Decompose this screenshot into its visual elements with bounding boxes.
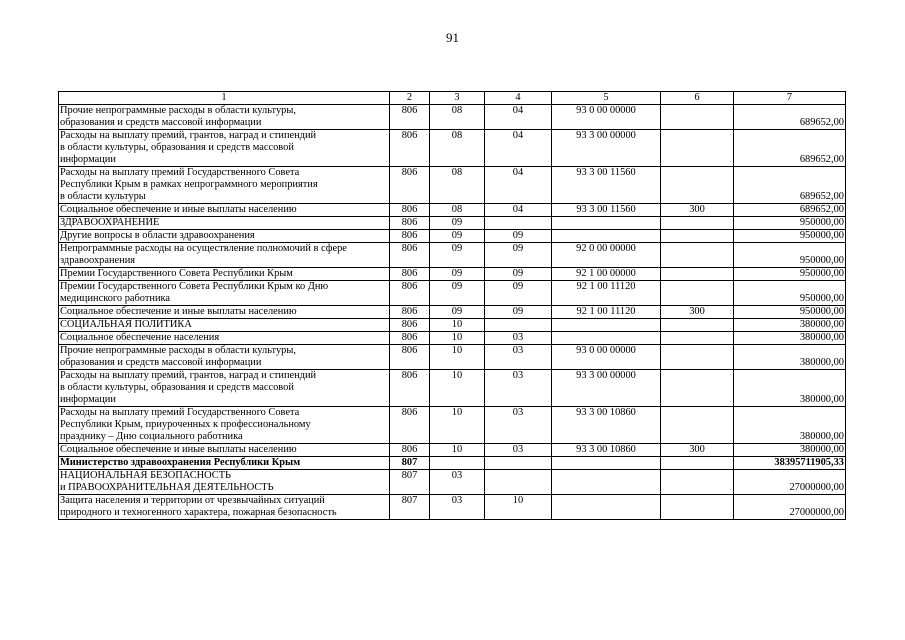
cell-chapter: 806	[390, 319, 430, 332]
cell-subsection: 09	[485, 306, 552, 319]
cell-name	[59, 457, 390, 470]
cell-target-article	[552, 495, 661, 520]
cell-target-article: 93 3 00 00000	[552, 370, 661, 407]
cell-name	[59, 444, 390, 457]
header-cell-6: 6	[661, 92, 734, 105]
cell-target-article	[552, 230, 661, 243]
cell-name-line: в области культуры	[60, 191, 146, 202]
cell-subsection: 03	[485, 407, 552, 444]
cell-name-line: природного и техногенного характера, пожарная безопасность	[60, 507, 337, 518]
cell-amount: 380000,00	[734, 407, 846, 444]
table-row	[59, 281, 846, 306]
header-cell-7: 7	[734, 92, 846, 105]
cell-target-article: 93 3 00 10860	[552, 444, 661, 457]
cell-name	[59, 268, 390, 281]
cell-chapter: 806	[390, 444, 430, 457]
cell-name-line: ЗДРАВООХРАНЕНИЕ	[60, 217, 160, 228]
cell-name-line: Социальное обеспечение и иные выплаты населению	[60, 444, 297, 455]
cell-name-line: Прочие непрограммные расходы в области культуры,	[60, 105, 296, 116]
cell-name-line: Другие вопросы в области здравоохранения	[60, 230, 255, 241]
cell-subsection	[485, 319, 552, 332]
cell-chapter: 806	[390, 306, 430, 319]
cell-name-line: Премии Государственного Совета Республики Крым ко Дню	[60, 281, 329, 292]
cell-expense-type	[661, 407, 734, 444]
table-row	[59, 243, 846, 268]
cell-name-line: образования и средств массовой информации	[60, 117, 262, 128]
cell-name	[59, 105, 390, 130]
cell-name	[59, 370, 390, 407]
table-row	[59, 230, 846, 243]
cell-name-line: в области культуры, образования и средств массовой	[60, 142, 294, 153]
cell-target-article: 93 0 00 00000	[552, 345, 661, 370]
cell-expense-type: 300	[661, 444, 734, 457]
table-row	[59, 457, 846, 470]
page-number: 91	[446, 30, 459, 45]
cell-subsection: 09	[485, 281, 552, 306]
cell-chapter: 807	[390, 457, 430, 470]
cell-section: 03	[430, 495, 485, 520]
cell-name	[59, 217, 390, 230]
cell-name-line: информации	[60, 154, 116, 165]
cell-name	[59, 345, 390, 370]
cell-expense-type	[661, 167, 734, 204]
header-cell-1: 1	[59, 92, 390, 105]
cell-name-line: и ПРАВООХРАНИТЕЛЬНАЯ ДЕЯТЕЛЬНОСТЬ	[60, 482, 274, 493]
cell-name-line: Республики Крым в рамках непрограммного мероприятия	[60, 179, 318, 190]
cell-expense-type	[661, 457, 734, 470]
cell-name	[59, 130, 390, 167]
cell-chapter: 807	[390, 495, 430, 520]
cell-section: 09	[430, 217, 485, 230]
cell-name-line: здравоохранения	[60, 255, 136, 266]
cell-expense-type: 300	[661, 204, 734, 217]
cell-expense-type	[661, 370, 734, 407]
cell-chapter: 806	[390, 130, 430, 167]
cell-chapter: 806	[390, 407, 430, 444]
cell-name-line: Расходы на выплату премий, грантов, наград и стипендий	[60, 370, 317, 381]
table-row	[59, 319, 846, 332]
cell-target-article: 93 3 00 11560	[552, 167, 661, 204]
cell-chapter: 806	[390, 105, 430, 130]
cell-name-line: Социальное обеспечение и иные выплаты населению	[60, 306, 297, 317]
cell-target-article: 92 1 00 11120	[552, 306, 661, 319]
cell-section: 10	[430, 332, 485, 345]
cell-chapter: 806	[390, 243, 430, 268]
cell-section: 09	[430, 243, 485, 268]
header-cell-2: 2	[390, 92, 430, 105]
cell-name	[59, 319, 390, 332]
cell-amount: 689652,00	[734, 130, 846, 167]
cell-name-line: медицинского работника	[60, 293, 171, 304]
cell-target-article	[552, 217, 661, 230]
cell-amount: 38395711905,33	[734, 457, 846, 470]
cell-subsection: 03	[485, 345, 552, 370]
table-header-row	[59, 92, 846, 105]
cell-amount: 380000,00	[734, 345, 846, 370]
cell-name-line: Социальное обеспечение населения	[60, 332, 220, 343]
cell-expense-type	[661, 495, 734, 520]
cell-amount: 950000,00	[734, 281, 846, 306]
cell-chapter: 806	[390, 230, 430, 243]
cell-amount: 27000000,00	[734, 470, 846, 495]
cell-subsection: 03	[485, 444, 552, 457]
cell-subsection	[485, 217, 552, 230]
cell-amount: 950000,00	[734, 243, 846, 268]
cell-name-line: Непрограммные расходы на осуществление полномочий в сфере	[60, 243, 347, 254]
table-row	[59, 268, 846, 281]
budget-table	[58, 91, 846, 520]
cell-section: 08	[430, 105, 485, 130]
cell-expense-type	[661, 345, 734, 370]
cell-section: 10	[430, 345, 485, 370]
cell-name-line: Республики Крым, приуроченных к профессиональному	[60, 419, 311, 430]
cell-amount: 380000,00	[734, 370, 846, 407]
table-row	[59, 130, 846, 167]
table-row	[59, 444, 846, 457]
cell-expense-type	[661, 230, 734, 243]
cell-name-line: Прочие непрограммные расходы в области культуры,	[60, 345, 296, 356]
table-row	[59, 495, 846, 520]
cell-chapter: 806	[390, 332, 430, 345]
cell-name	[59, 407, 390, 444]
cell-name	[59, 332, 390, 345]
table-row	[59, 407, 846, 444]
cell-name	[59, 306, 390, 319]
cell-subsection: 03	[485, 370, 552, 407]
cell-chapter: 806	[390, 281, 430, 306]
cell-section: 08	[430, 167, 485, 204]
cell-target-article: 93 3 00 00000	[552, 130, 661, 167]
cell-section	[430, 457, 485, 470]
cell-name-line: образования и средств массовой информации	[60, 357, 262, 368]
cell-name-line: в области культуры, образования и средств массовой	[60, 382, 294, 393]
cell-amount: 380000,00	[734, 332, 846, 345]
cell-name	[59, 167, 390, 204]
cell-section: 10	[430, 407, 485, 444]
cell-subsection	[485, 457, 552, 470]
cell-name	[59, 495, 390, 520]
cell-section: 08	[430, 204, 485, 217]
cell-expense-type	[661, 281, 734, 306]
cell-subsection: 04	[485, 130, 552, 167]
table-row	[59, 217, 846, 230]
table-row	[59, 370, 846, 407]
cell-name-line: Премии Государственного Совета Республики Крым	[60, 268, 293, 279]
cell-section: 08	[430, 130, 485, 167]
cell-amount: 27000000,00	[734, 495, 846, 520]
table-row	[59, 470, 846, 495]
cell-subsection: 04	[485, 167, 552, 204]
cell-target-article: 93 0 00 00000	[552, 105, 661, 130]
cell-chapter: 806	[390, 345, 430, 370]
cell-amount: 950000,00	[734, 217, 846, 230]
cell-amount: 950000,00	[734, 230, 846, 243]
cell-expense-type	[661, 268, 734, 281]
table-row	[59, 345, 846, 370]
cell-name-line: Расходы на выплату премий Государственного Совета	[60, 407, 300, 418]
table-row	[59, 204, 846, 217]
table-row	[59, 306, 846, 319]
cell-target-article	[552, 332, 661, 345]
cell-subsection	[485, 470, 552, 495]
table-row	[59, 332, 846, 345]
cell-section: 09	[430, 230, 485, 243]
cell-target-article	[552, 457, 661, 470]
cell-name-line: информации	[60, 394, 116, 405]
cell-section: 10	[430, 319, 485, 332]
cell-chapter: 806	[390, 217, 430, 230]
cell-subsection: 10	[485, 495, 552, 520]
cell-expense-type	[661, 243, 734, 268]
cell-target-article: 92 1 00 00000	[552, 268, 661, 281]
cell-name	[59, 243, 390, 268]
cell-amount: 689652,00	[734, 204, 846, 217]
header-cell-3: 3	[430, 92, 485, 105]
cell-expense-type	[661, 130, 734, 167]
cell-chapter: 806	[390, 370, 430, 407]
cell-section: 10	[430, 444, 485, 457]
cell-name-line: НАЦИОНАЛЬНАЯ БЕЗОПАСНОСТЬ	[60, 470, 232, 481]
cell-name	[59, 204, 390, 217]
cell-amount: 689652,00	[734, 167, 846, 204]
cell-chapter: 806	[390, 204, 430, 217]
cell-amount: 380000,00	[734, 319, 846, 332]
table-row	[59, 167, 846, 204]
cell-name-line: СОЦИАЛЬНАЯ ПОЛИТИКА	[60, 319, 192, 330]
cell-section: 10	[430, 370, 485, 407]
cell-expense-type	[661, 319, 734, 332]
cell-name-line: празднику – Дню социального работника	[60, 431, 243, 442]
cell-chapter: 806	[390, 268, 430, 281]
cell-chapter: 807	[390, 470, 430, 495]
cell-subsection: 03	[485, 332, 552, 345]
cell-target-article: 92 1 00 11120	[552, 281, 661, 306]
cell-subsection: 09	[485, 243, 552, 268]
header-cell-5: 5	[552, 92, 661, 105]
cell-name-line: Защита населения и территории от чрезвычайных ситуаций	[60, 495, 325, 506]
table-row	[59, 105, 846, 130]
cell-target-article: 93 3 00 11560	[552, 204, 661, 217]
cell-section: 09	[430, 306, 485, 319]
cell-name-line: Расходы на выплату премий, грантов, наград и стипендий	[60, 130, 317, 141]
cell-subsection: 09	[485, 230, 552, 243]
cell-amount: 950000,00	[734, 306, 846, 319]
cell-target-article	[552, 319, 661, 332]
cell-section: 09	[430, 281, 485, 306]
cell-name	[59, 230, 390, 243]
cell-expense-type	[661, 105, 734, 130]
cell-name-line: Расходы на выплату премий Государственного Совета	[60, 167, 300, 178]
cell-name	[59, 281, 390, 306]
cell-amount: 689652,00	[734, 105, 846, 130]
header-cell-4: 4	[485, 92, 552, 105]
cell-subsection: 04	[485, 204, 552, 217]
cell-target-article: 93 3 00 10860	[552, 407, 661, 444]
cell-subsection: 04	[485, 105, 552, 130]
cell-expense-type	[661, 332, 734, 345]
cell-subsection: 09	[485, 268, 552, 281]
cell-expense-type: 300	[661, 306, 734, 319]
cell-section: 03	[430, 470, 485, 495]
cell-target-article: 92 0 00 00000	[552, 243, 661, 268]
cell-amount: 950000,00	[734, 268, 846, 281]
cell-name	[59, 470, 390, 495]
cell-name-line: Министерство здравоохранения Республики Крым	[60, 457, 301, 468]
cell-section: 09	[430, 268, 485, 281]
cell-target-article	[552, 470, 661, 495]
cell-chapter: 806	[390, 167, 430, 204]
cell-expense-type	[661, 470, 734, 495]
cell-expense-type	[661, 217, 734, 230]
cell-name-line: Социальное обеспечение и иные выплаты населению	[60, 204, 297, 215]
cell-amount: 380000,00	[734, 444, 846, 457]
